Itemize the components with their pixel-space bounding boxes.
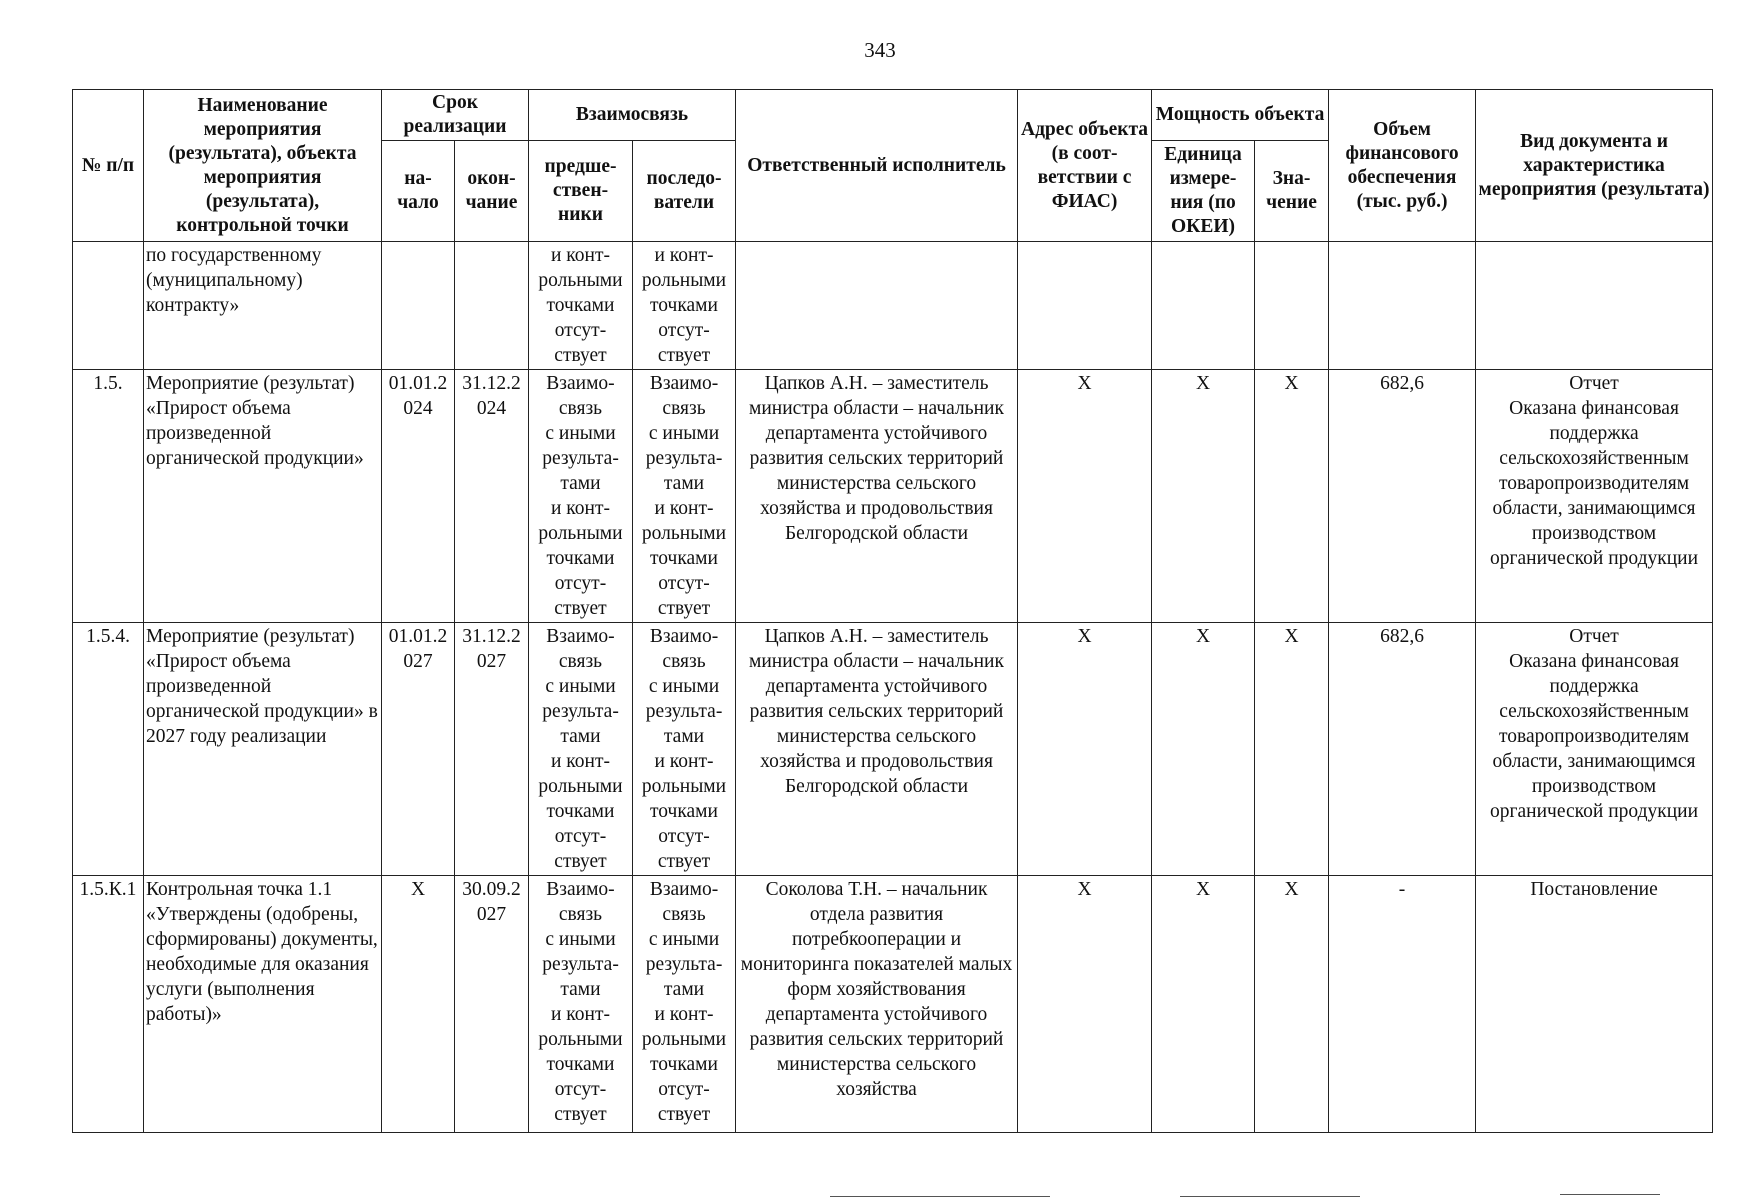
row-start [382,242,455,370]
table-row [73,242,1713,370]
header-finance: Объем финансового обеспечения (тыс. руб.) [1329,90,1476,242]
row-finance: - [1329,876,1476,1133]
row-predecessors: и конт- рольными точками отсут- ствует [529,242,633,370]
header-address: Адрес объекта (в соот-ветствии с ФИАС) [1018,90,1152,242]
page-number: 343 [864,38,896,62]
header-doc: Вид документа и характеристика мероприятия (результата) [1476,90,1713,242]
row-value: X [1255,623,1329,876]
header-value: Зна- чение [1255,141,1329,242]
row-unit: X [1152,876,1255,1133]
header-successors: последо- ватели [633,141,736,242]
row-doc: Отчет Оказана финансовая поддержка сельскохозяйственным товаропроизводителям области, занимающимся производством органической продукции [1476,370,1713,623]
row-end: 31.12.2 024 [455,370,529,623]
row-successors: Взаимо- связь с иными результа- тами и конт- рольными точками отсут- ствует [633,623,736,876]
header-term-end: окон- чание [455,141,529,242]
row-finance: 682,6 [1329,623,1476,876]
row-value [1255,242,1329,370]
row-address: X [1018,623,1152,876]
row-executor [736,242,1018,370]
row-num: 1.5.4. [73,623,144,876]
row-num: 1.5.К.1 [73,876,144,1133]
row-successors: и конт- рольными точками отсут- ствует [633,242,736,370]
row-executor: Соколова Т.Н. – начальник отдела развития потребкооперации и мониторинга показателей малых форм хозяйствования департамента устойчивого развития сельских территорий министерства сельского хозяйства [736,876,1018,1133]
row-doc [1476,242,1713,370]
header-unit: Единица измере-ния (по ОКЕИ) [1152,141,1255,242]
row-value: X [1255,370,1329,623]
row-finance: 682,6 [1329,370,1476,623]
row-unit: X [1152,370,1255,623]
row-num: 1.5. [73,370,144,623]
row-successors: Взаимо- связь с иными результа- тами и конт- рольными точками отсут- ствует [633,370,736,623]
row-start: 01.01.2 024 [382,370,455,623]
footer-rule [830,1196,1050,1197]
table-row [73,623,1713,876]
row-address [1018,242,1152,370]
row-end: 30.09.2 027 [455,876,529,1133]
row-predecessors: Взаимо- связь с иными результа- тами и конт- рольными точками отсут- ствует [529,876,633,1133]
row-name: Контрольная точка 1.1 «Утверждены (одобрены, сформированы) документы, необходимые для оказания услуги (выполнения работы)» [144,876,382,1133]
header-term: Срок реализации [382,90,529,141]
table-header [73,90,1713,242]
row-end [455,242,529,370]
row-name: по государственному (муниципальному) контракту» [144,242,382,370]
events-table [72,89,1713,1133]
row-predecessors: Взаимо- связь с иными результа- тами и конт- рольными точками отсут- ствует [529,623,633,876]
header-relation: Взаимосвязь [529,90,736,141]
row-finance [1329,242,1476,370]
row-doc: Отчет Оказана финансовая поддержка сельскохозяйственным товаропроизводителям области, занимающимся производством органической продукции [1476,623,1713,876]
row-name: Мероприятие (результат) «Прирост объема произведенной органической продукции» [144,370,382,623]
header-capacity: Мощность объекта [1152,90,1329,141]
table-row [73,370,1713,623]
row-predecessors: Взаимо- связь с иными результа- тами и конт- рольными точками отсут- ствует [529,370,633,623]
row-unit: X [1152,623,1255,876]
row-executor: Цапков А.Н. – заместитель министра области – начальник департамента устойчивого развития сельских территорий министерства сельского хозяйства и продовольствия Белгородской области [736,370,1018,623]
row-address: X [1018,876,1152,1133]
row-successors: Взаимо- связь с иными результа- тами и конт- рольными точками отсут- ствует [633,876,736,1133]
header-name: Наименование мероприятия (результата), объекта мероприятия (результата), контрольной точки [144,90,382,242]
row-address: X [1018,370,1152,623]
table-row [73,876,1713,1133]
footer-rule [1180,1196,1360,1197]
row-executor: Цапков А.Н. – заместитель министра области – начальник департамента устойчивого развития сельских территорий министерства сельского хозяйства и продовольствия Белгородской области [736,623,1018,876]
row-start: 01.01.2 027 [382,623,455,876]
row-doc: Постановление [1476,876,1713,1133]
footer-rule [1560,1194,1660,1195]
row-start: X [382,876,455,1133]
header-executor: Ответственный исполнитель [736,90,1018,242]
row-name: Мероприятие (результат) «Прирост объема произведенной органической продукции» в 2027 году реализации [144,623,382,876]
row-value: X [1255,876,1329,1133]
header-predecessors: предше- ствен- ники [529,141,633,242]
header-term-start: на- чало [382,141,455,242]
row-unit [1152,242,1255,370]
row-num [73,242,144,370]
header-num: № п/п [73,90,144,242]
row-end: 31.12.2 027 [455,623,529,876]
